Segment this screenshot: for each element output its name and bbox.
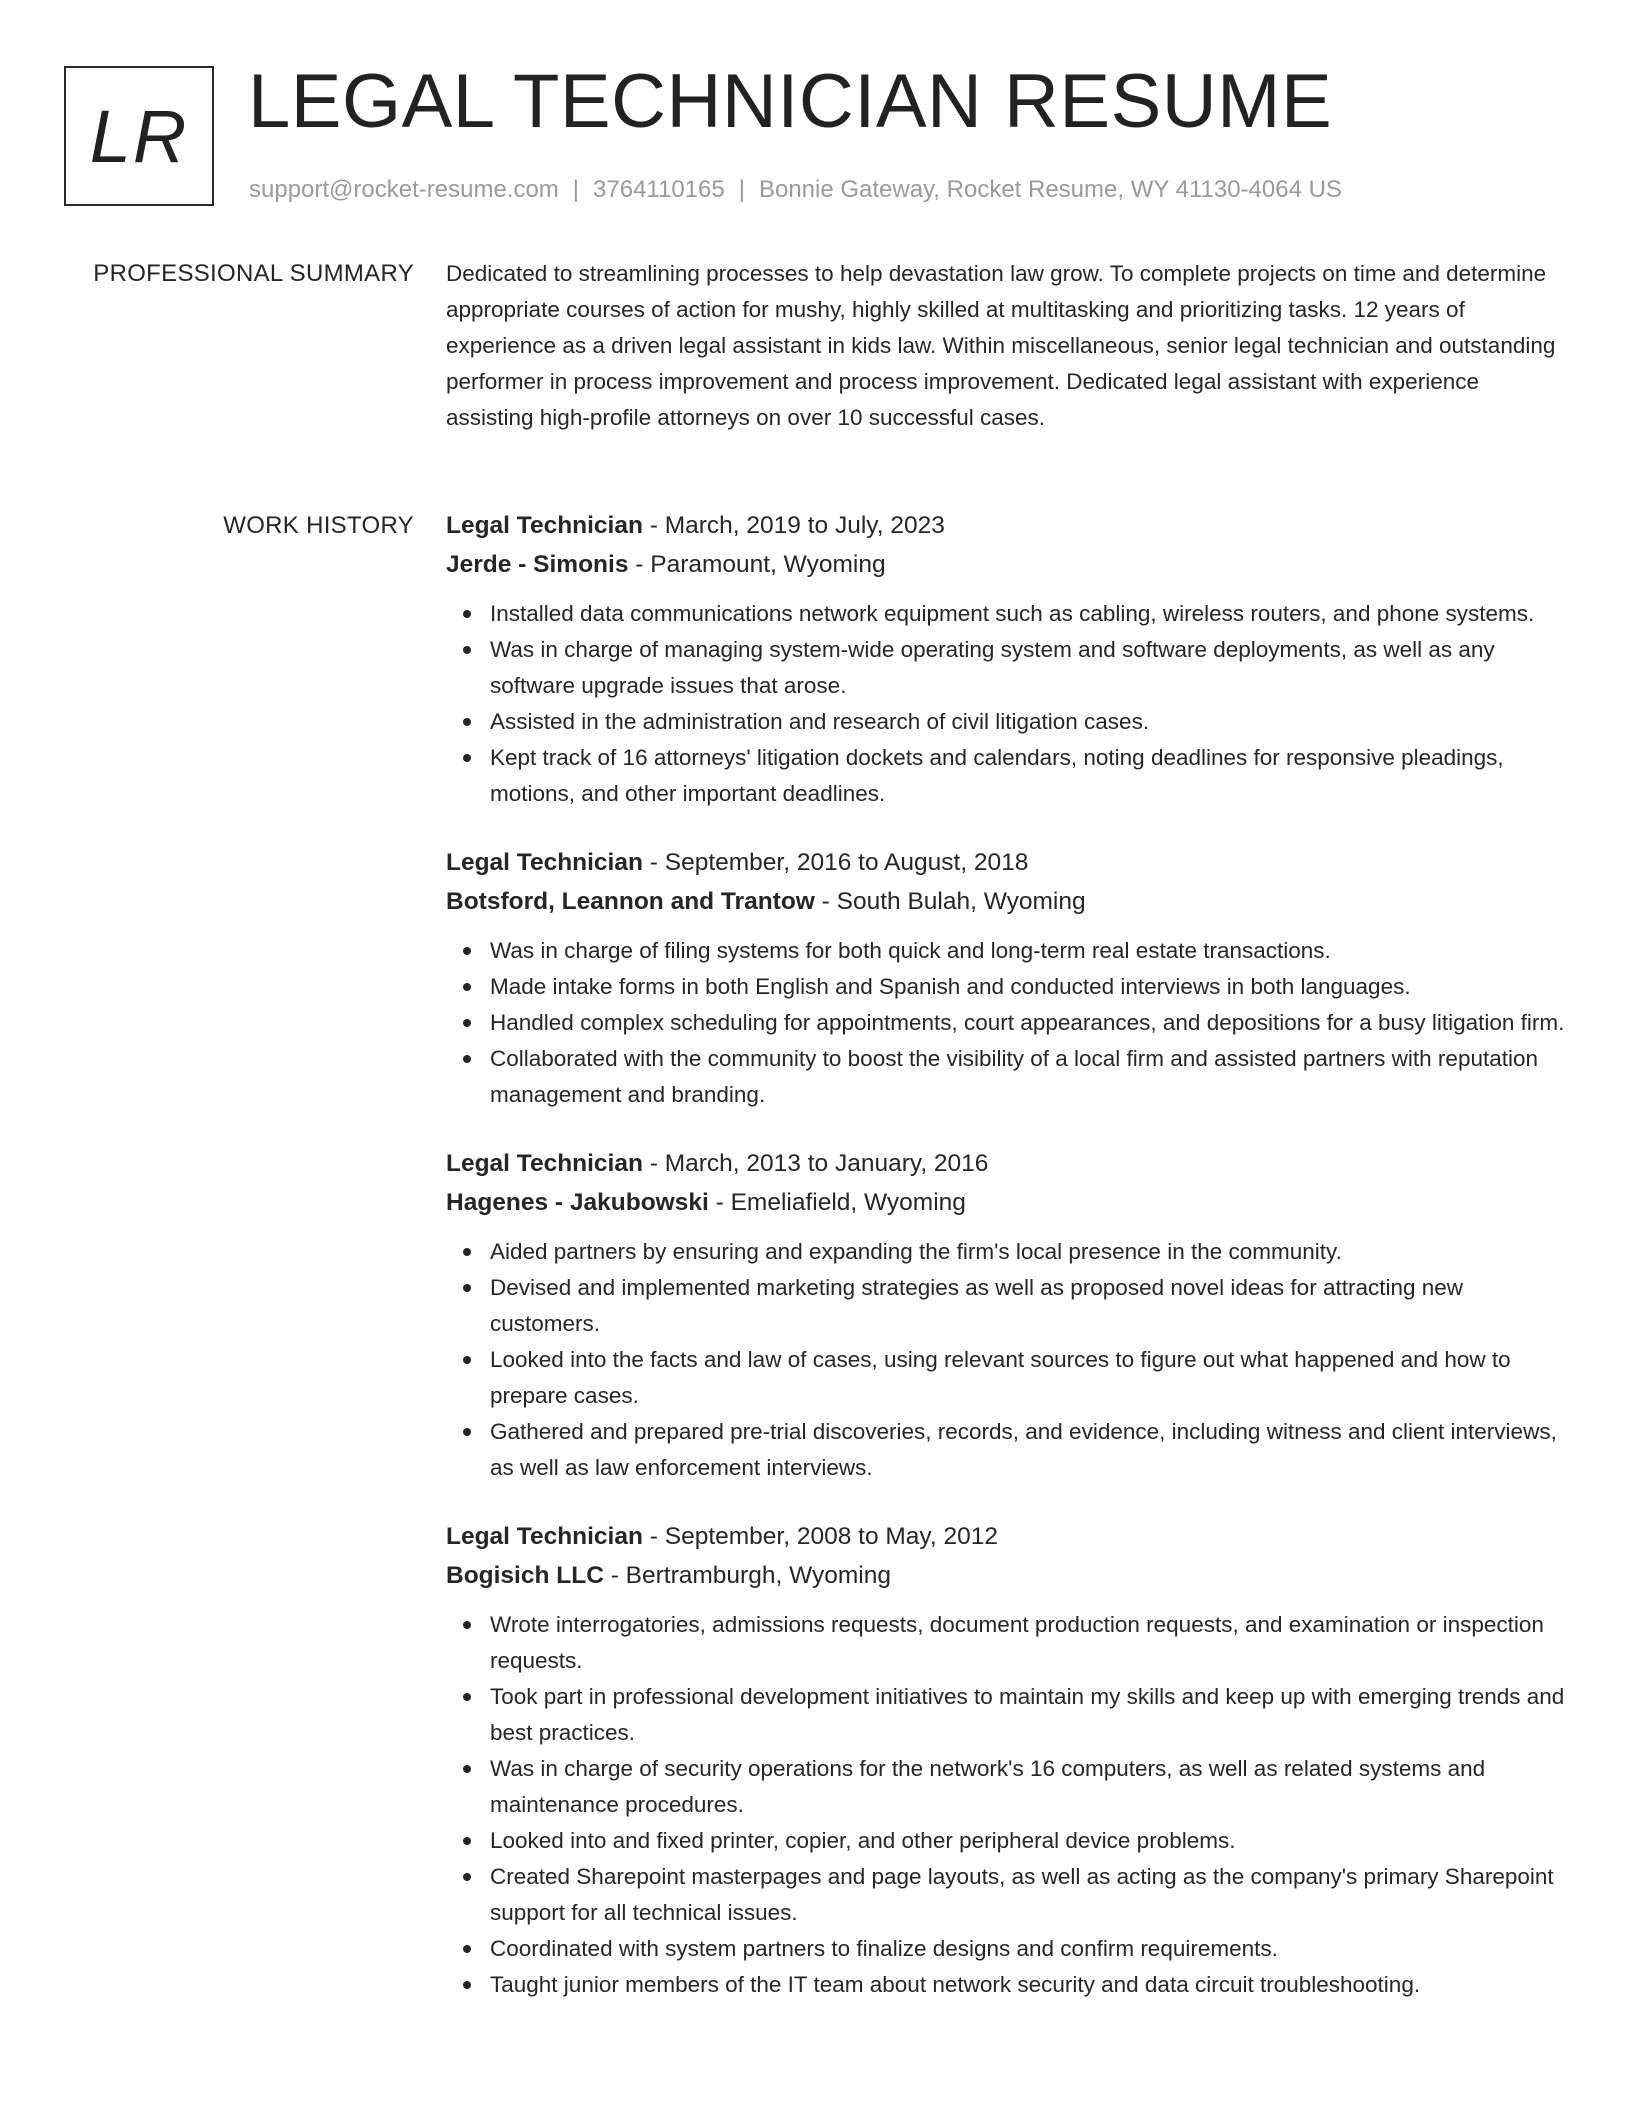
job-company: Bogisich LLC: [446, 1562, 604, 1589]
job-company: Botsford, Leannon and Trantow: [446, 888, 815, 915]
job-bullet-list: [446, 1607, 1566, 2003]
summary-body: [446, 256, 1566, 436]
job-bullet: Devised and implemented marketing strategies as well as proposed novel ideas for attracting new customers.: [446, 1270, 1566, 1342]
job-bullet: Took part in professional development initiatives to maintain my skills and keep up with emerging trends and best practices.: [446, 1679, 1566, 1751]
job-title: Legal Technician: [446, 1150, 643, 1177]
job-bullet: Made intake forms in both English and Spanish and conducted interviews in both languages.: [446, 969, 1566, 1005]
job-company-line: [446, 545, 1566, 584]
job-bullet: Wrote interrogatories, admissions requests, document production requests, and examination or inspection requests.: [446, 1607, 1566, 1679]
job-location: - Paramount, Wyoming: [628, 551, 886, 578]
job-bullet: Created Sharepoint masterpages and page layouts, as well as acting as the company's primary Sharepoint support for all technical issues.: [446, 1859, 1566, 1931]
job-title: Legal Technician: [446, 512, 643, 539]
job-bullet: Coordinated with system partners to finalize designs and confirm requirements.: [446, 1931, 1566, 1967]
contact-email: support@rocket-resume.com: [249, 176, 559, 203]
job-bullet: Was in charge of security operations for the network's 16 computers, as well as related systems and maintenance procedures.: [446, 1751, 1566, 1823]
job-bullet: Installed data communications network equipment such as cabling, wireless routers, and phone systems.: [446, 596, 1566, 632]
job-entry: [446, 843, 1566, 1113]
summary-heading: PROFESSIONAL SUMMARY: [93, 260, 414, 287]
job-bullet: Assisted in the administration and research of civil litigation cases.: [446, 704, 1566, 740]
job-bullet: Gathered and prepared pre-trial discoveries, records, and evidence, including witness and client interviews, as well as law enforcement interviews.: [446, 1414, 1566, 1486]
job-location: - Emeliafield, Wyoming: [708, 1189, 966, 1216]
job-entry: [446, 506, 1566, 812]
work-history-heading: WORK HISTORY: [223, 512, 414, 539]
contact-address: Bonnie Gateway, Rocket Resume, WY 41130-4064 US: [758, 176, 1342, 203]
job-bullet: Kept track of 16 attorneys' litigation dockets and calendars, noting deadlines for responsive pleadings, motions, and other important deadlines.: [446, 740, 1566, 812]
resume-title: LEGAL TECHNICIAN RESUME: [248, 59, 1333, 144]
summary-text: Dedicated to streamlining processes to help devastation law grow. To complete projects on time and determine appropriate courses of action for mushy, highly skilled at multitasking and prioritizing tasks. 12 years of experience as a driven legal assistant in kids law. Within miscellaneous, senior legal technician and outstanding performer in process improvement and process improvement. Dedicated legal assistant with experience assisting high-profile attorneys on over 10 successful cases.: [446, 261, 1556, 430]
job-bullet-list: [446, 1234, 1566, 1486]
job-bullet: Was in charge of filing systems for both quick and long-term real estate transactions.: [446, 933, 1566, 969]
resume-header: [0, 0, 1632, 220]
job-dates: - September, 2008 to May, 2012: [642, 1523, 998, 1550]
job-bullet-list: [446, 596, 1566, 812]
job-dates: - March, 2013 to January, 2016: [642, 1150, 989, 1177]
job-title-line: [446, 1144, 1566, 1183]
monogram-logo: LR: [64, 66, 214, 206]
job-bullet: Collaborated with the community to boost the visibility of a local firm and assisted partners with reputation management and branding.: [446, 1041, 1566, 1113]
contact-line: [249, 174, 1342, 206]
job-title: Legal Technician: [446, 849, 643, 876]
job-bullet: Handled complex scheduling for appointments, court appearances, and depositions for a busy litigation firm.: [446, 1005, 1566, 1041]
contact-separator: |: [738, 176, 745, 203]
job-company: Hagenes - Jakubowski: [446, 1189, 709, 1216]
job-title-line: [446, 506, 1566, 545]
job-location: - Bertramburgh, Wyoming: [603, 1562, 891, 1589]
job-title-line: [446, 1517, 1566, 1556]
job-bullet: Looked into and fixed printer, copier, and other peripheral device problems.: [446, 1823, 1566, 1859]
job-company-line: [446, 882, 1566, 921]
job-company-line: [446, 1556, 1566, 1595]
job-title-line: [446, 843, 1566, 882]
job-company: Jerde - Simonis: [446, 551, 629, 578]
job-entry: [446, 1517, 1566, 2003]
job-bullet: Aided partners by ensuring and expanding the firm's local presence in the community.: [446, 1234, 1566, 1270]
contact-phone: 3764110165: [593, 176, 725, 203]
contact-separator: |: [572, 176, 580, 203]
job-title: Legal Technician: [446, 1523, 643, 1550]
job-bullet-list: [446, 933, 1566, 1113]
job-company-line: [446, 1183, 1566, 1222]
job-dates: - March, 2019 to July, 2023: [642, 512, 945, 539]
work-history-body: [446, 506, 1566, 2034]
job-dates: - September, 2016 to August, 2018: [642, 849, 1029, 876]
job-bullet: Looked into the facts and law of cases, using relevant sources to figure out what happened and how to prepare cases.: [446, 1342, 1566, 1414]
job-location: - South Bulah, Wyoming: [814, 888, 1086, 915]
job-bullet: Was in charge of managing system-wide operating system and software deployments, as well as any software upgrade issues that arose.: [446, 632, 1566, 704]
job-bullet: Taught junior members of the IT team about network security and data circuit troubleshooting.: [446, 1967, 1566, 2003]
job-entry: [446, 1144, 1566, 1486]
